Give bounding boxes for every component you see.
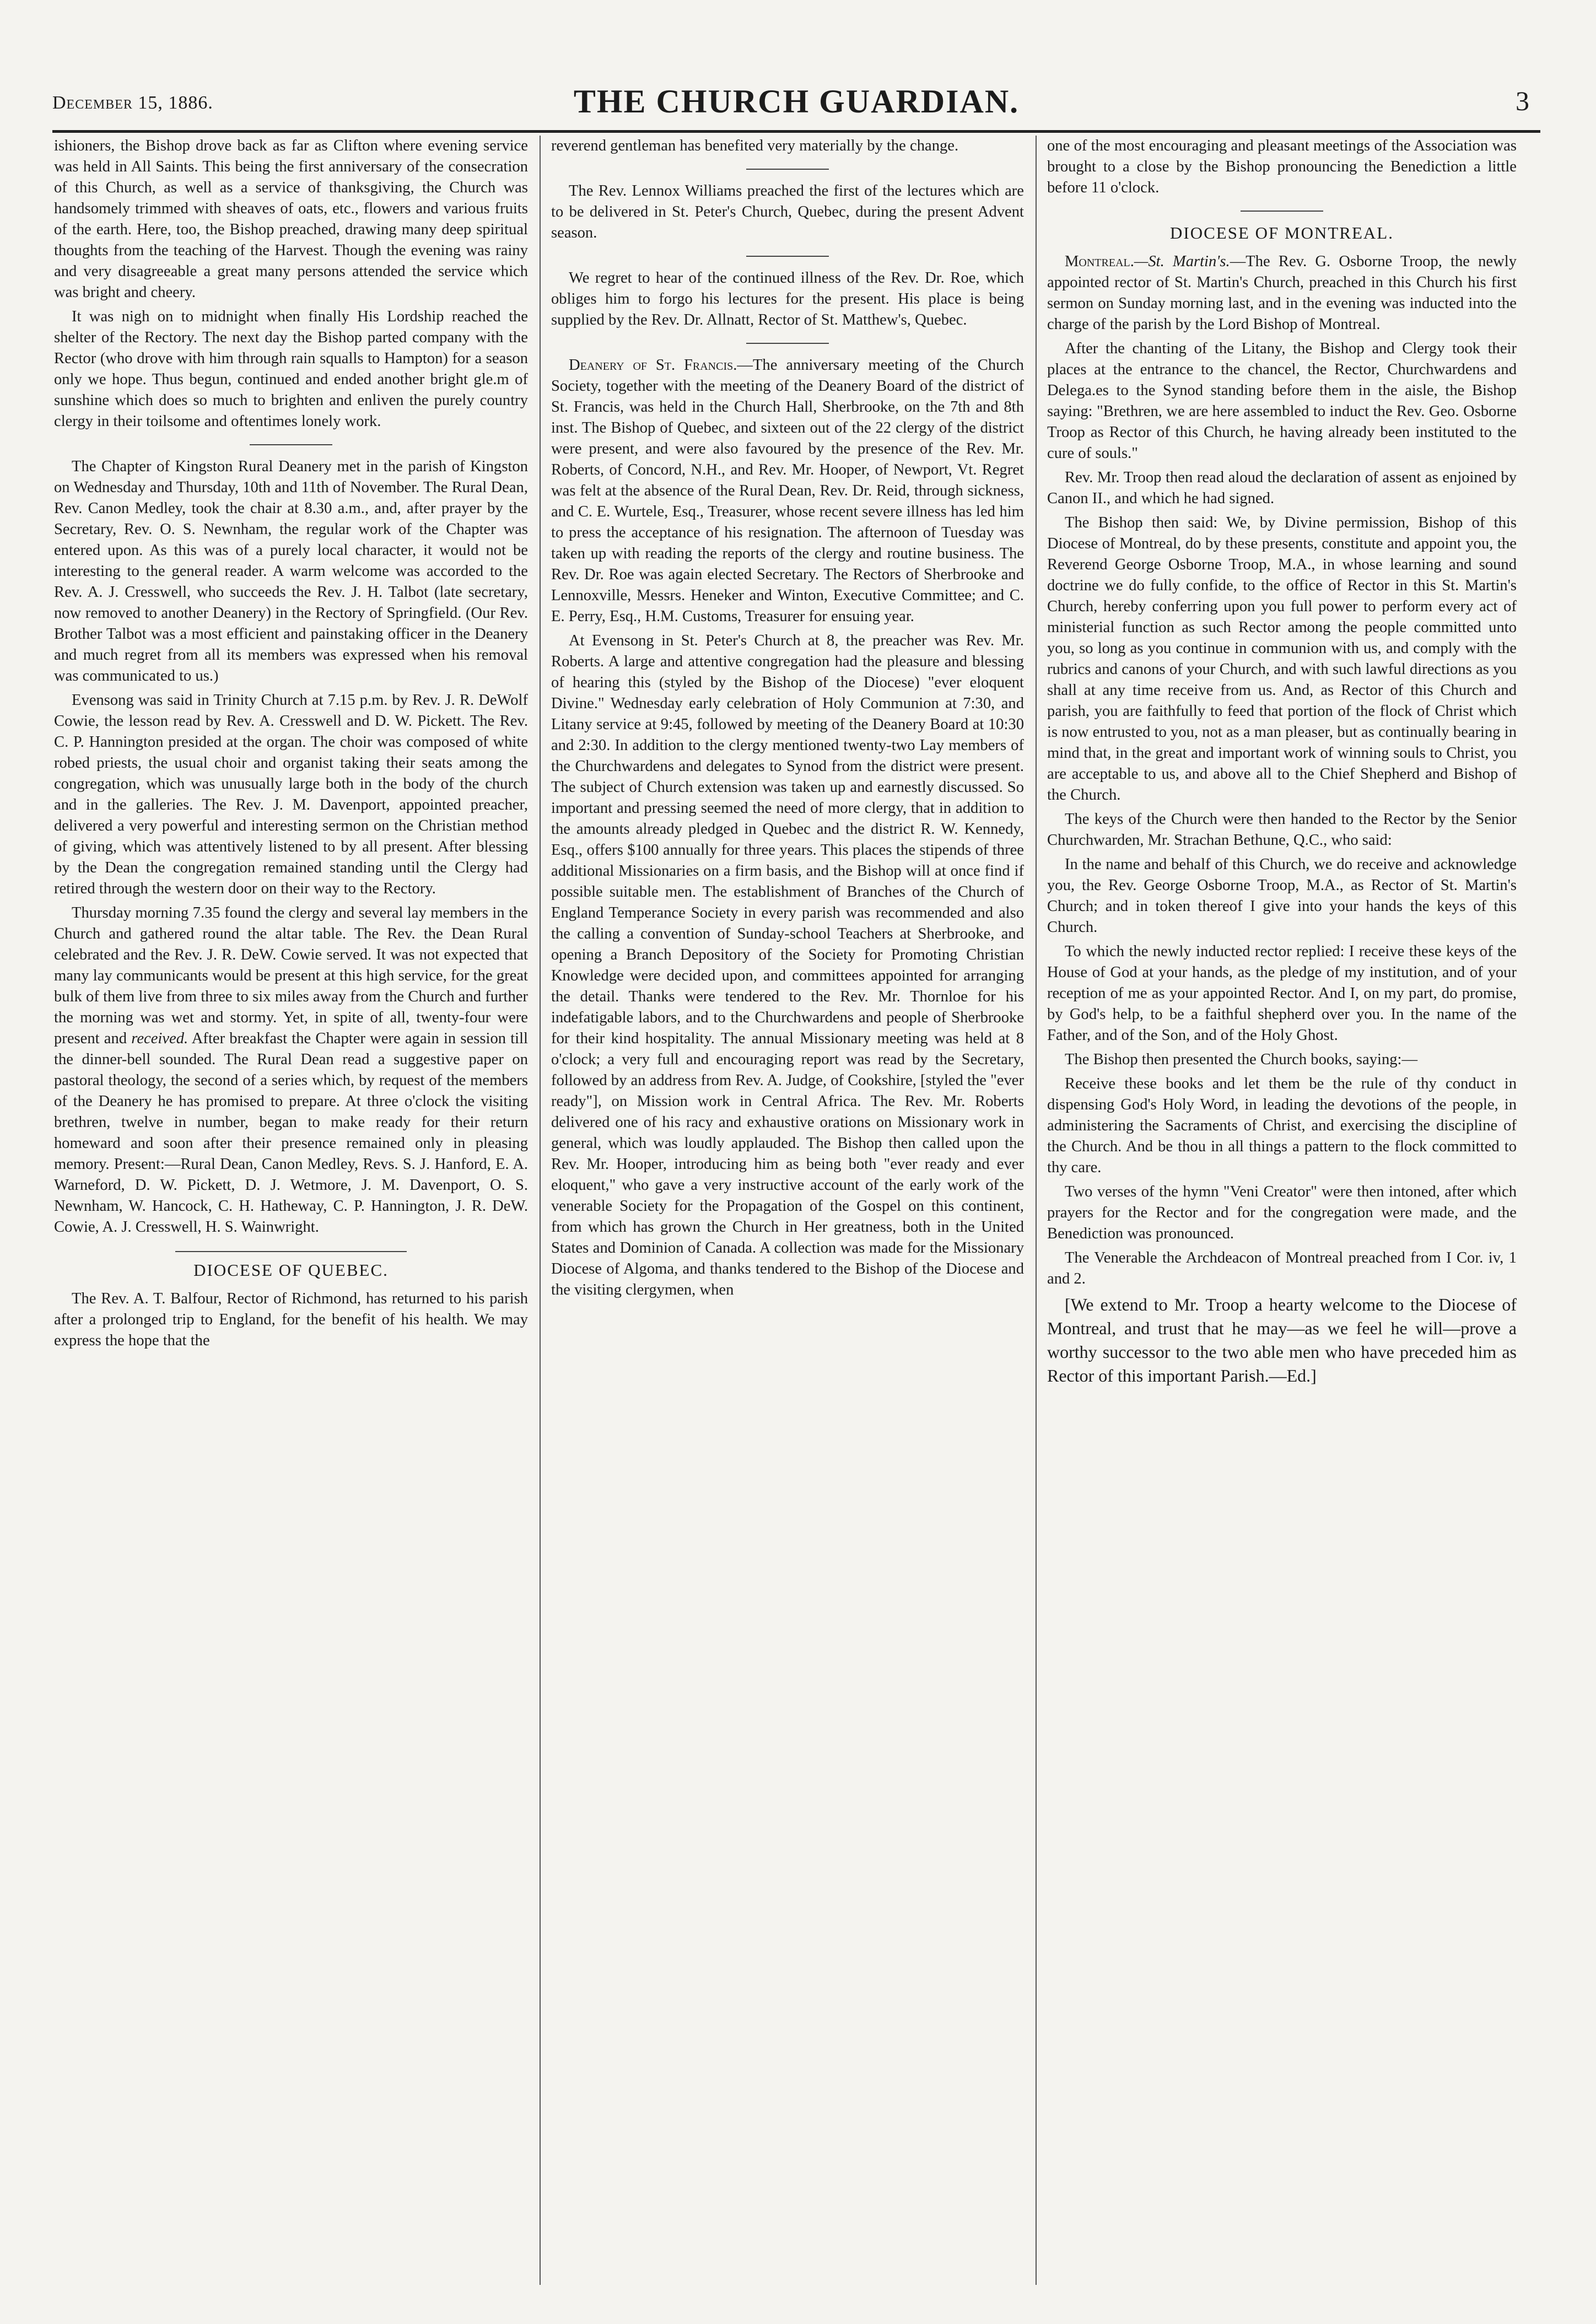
- paragraph: The Chapter of Kingston Rural Deanery met in the parish of Kingston on Wednesday and Thursday, 10th and 11th of November. The Rural Dean, Rev. Canon Medley, took the chair at 8.30 a.m., and, after prayer by the Secretary, Rev. O. S. Newnham, the regular work of the Chapter was entered upon. As this was of a purely local character, it would not be interesting to the general reader. A warm welcome was accorded to the Rev. A. J. Cresswell, who succeeds the Rev. J. H. Talbot (late secretary, now removed to another Deanery) in the Rectory of Springfield. (Our Rev. Brother Talbot was a most efficient and painstaking officer in the Deanery and much regret from all its members was expressed when his removal was communicated to us.): [54, 458, 528, 684]
- text-run: —The Rev. G. Osborne Troop, the newly appointed rector of St. Martin's Church, preached in this Church his first sermon on Sunday morning last, and in the evening was inducted into the charge of the parish by the Lord Bishop of Montreal.: [1047, 253, 1517, 333]
- paragraph: one of the most encouraging and pleasant meetings of the Association was brought to a close by the Bishop pronouncing the Benediction a little before 11 o'clock.: [1047, 137, 1517, 196]
- paragraph: [1047, 251, 1517, 335]
- section-rule: [746, 169, 829, 170]
- paragraph: Evensong was said in Trinity Church at 7.15 p.m. by Rev. J. R. DeWolf Cowie, the lesson read by Rev. A. Cresswell and D. W. Pickett. The Rev. C. P. Hannington presided at the organ. The choir was composed of white robed priests, the usual choir and organist taking their seats among the congregation, which was unusually large both in the body of the church and in the galleries. The Rev. J. M. Davenport, appointed preacher, delivered a very powerful and interesting sermon on the Christian method of giving, which was attentively listened to by all present. After blessing by the Dean the congregation remained standing until the Clergy had retired through the western door on their way to the Rectory.: [54, 692, 528, 897]
- paragraph: The Bishop then presented the Church books, saying:—: [1065, 1051, 1418, 1068]
- paragraph: In the name and behalf of this Church, we do receive and acknowledge you, the Rev. George Osborne Troop, M.A., as Rector of St. Martin's Church; and in token thereof I give into your hands the keys of this Church.: [1047, 856, 1517, 936]
- header-rule: [52, 130, 1540, 133]
- column-divider: [1036, 136, 1037, 2285]
- run-in-heading: Deanery of St. Francis.: [569, 357, 737, 374]
- section-rule: [1241, 211, 1323, 212]
- italic-text: received.: [131, 1030, 188, 1047]
- paragraph: The Rev. A. T. Balfour, Rector of Richmond, has returned to his parish after a prolonged trip to England, for the benefit of his health. We may express the hope that the: [54, 1290, 528, 1349]
- paragraph: reverend gentleman has benefited very materially by the change.: [551, 137, 959, 154]
- paragraph: Rev. Mr. Troop then read aloud the declaration of assent as enjoined by Canon II., and which he had signed.: [1047, 469, 1517, 507]
- column-3: [1047, 136, 1517, 2285]
- paragraph: After the chanting of the Litany, the Bishop and Clergy took their places at the entrance to the chancel, the Rector, Churchwardens and Delega.es to the Synod standing before them in the aisle, the Bishop saying: "Brethren, we are here assembled to induct the Rev. Geo. Osborne Troop as Rector of this Church, he having already been instituted to the cure of souls.": [1047, 340, 1517, 462]
- text-run: After breakfast the Chapter were again in session till the dinner-bell sounded. The Rural Dean read a suggestive paper on pastoral theology, the second of a series which, by request of the members of the Deanery he has promised to prepare. At three o'clock the visiting brethren, twelve in number, began to make ready for their return homeward and soon after their presence remained only in pleasing memory. Present:—Rural Dean, Canon Medley, Revs. S. J. Hanford, E. A. Warneford, D. W. Pickett, D. J. Wetmore, J. M. Davenport, O. S. Newnham, W. Hancock, C. H. Hatheway, C. P. Hannington, J. R. DeW. Cowie, A. J. Cresswell, H. S. Wainwright.: [54, 1030, 528, 1236]
- text-run: —The anniversary meeting of the Church Society, together with the meeting of the Deanery Board of the district of St. Francis, was held in the Church Hall, Sherbrooke, on the 7th and 8th inst. The Bishop of Quebec, and sixteen out of the 22 clergy of the district were present, and were also favoured by the presence of the Rev. Mr. Roberts, of Concord, N.H., and Rev. Mr. Hooper, of Newport, Vt. Regret was felt at the absence of the Rural Dean, Rev. Dr. Reid, through sickness, and C. E. Wurtele, Esq., Treasurer, whose recent severe illness has led him to press the acceptance of his resignation. The afternoon of Tuesday was taken up with reading the reports of the clergy and routine business. The Rev. Dr. Roe was again elected Secretary. The Rectors of Sherbrooke and Lennoxville, Messrs. Heneker and Winton, Executive Committee; and C. E. Perry, Esq., H.M. Customs, Treasurer for ensuing year.: [551, 357, 1024, 625]
- paragraph: The Rev. Lennox Williams preached the first of the lectures which are to be delivered in St. Peter's Church, Quebec, during the present Advent season.: [551, 182, 1024, 241]
- paragraph: To which the newly inducted rector replied: I receive these keys of the House of God at your hands, as the pledge of my institution, and of your reception of me as your appointed Rector. And I, on my part, do promise, by God's help, to be a faithful shepherd over you. In the name of the Father, and of the Son, and of the Holy Ghost.: [1047, 943, 1517, 1044]
- paragraph: Receive these books and let them be the rule of thy conduct in dispensing God's Holy Word, in leading the devotions of the people, in administering the Sacraments of Christ, and exercising the discipline of the Church. And be thou in all things a pattern to the flock committed to thy care.: [1047, 1075, 1517, 1176]
- masthead-title: THE CHURCH GUARDIAN.: [573, 83, 1020, 120]
- paragraph: The keys of the Church were then handed to the Rector by the Senior Churchwarden, Mr. Strachan Bethune, Q.C., who said:: [1047, 811, 1517, 849]
- section-rule: [250, 444, 332, 445]
- column-divider: [540, 136, 541, 2285]
- paragraph: ishioners, the Bishop drove back as far as Clifton where evening service was held in All Saints. This being the first anniversary of the consecration of this Church, as well as a service of thanksgiving, the Church was handsomely trimmed with sheaves of oats, etc., flowers and various fruits of the earth. Here, too, the Bishop preached, drawing many deep spiritual thoughts from the teaching of the Harvest. Though the evening was rainy and very disagreeable a great many persons attended the service which was bright and cheery.: [54, 137, 528, 301]
- run-in-heading: Montreal.: [1065, 253, 1134, 270]
- page-number: 3: [1516, 85, 1529, 116]
- column-2: [551, 136, 1024, 2285]
- text-run: Thursday morning 7.35 found the clergy and several lay members in the Church and gathered round the altar table. The Rev. the Dean Rural celebrated and the Rev. J. R. DeW. Cowie served. It was not expected that many lay communicants would be present at this high service, for the great bulk of them live from three to six miles away from the Church and further the morning was wet and stormy. Yet, in spite of all, twenty-four were present and: [54, 904, 528, 1047]
- section-heading-quebec: DIOCESE OF QUEBEC.: [193, 1260, 389, 1280]
- paragraph: Two verses of the hymn "Veni Creator" were then intoned, after which prayers for the Rector and for the congregation were made, and the Benediction was pronounced.: [1047, 1183, 1517, 1242]
- section-rule: [746, 343, 829, 344]
- paragraph: At Evensong in St. Peter's Church at 8, the preacher was Rev. Mr. Roberts. A large and attentive congregation had the pleasure and blessing of hearing this (styled by the Bishop of the Diocese) "ever eloquent Divine." Wednesday early celebration of Holy Communion at 7:30, and Litany service at 9:45, followed by meeting of the Deanery Board at 10:30 and 2:30. In addition to the clergy mentioned twenty-two Lay members of the Churchwardens and delegates to Synod from the district were present. The subject of Church extension was taken up and earnestly discussed. So important and pressing seemed the need of more clergy, that in addition to the amounts already pledged in Quebec and the district R. W. Kennedy, Esq., offers $100 annually for three years. This places the stipends of three additional Missionaries on a firm basis, and the Bishop will at once find if possible suitable men. The establishment of Branches of the Church of England Temperance Society in every parish was recommended and also the calling a convention of Sunday-school Teachers at Sherbrooke, and opening a Branch Depository of the Society for Promoting Christian Knowledge were decided upon, and committees appointed for arranging the detail. Thanks were tendered to the Rev. Mr. Thornloe for his indefatigable labors, and to the Churchwardens and people of Sherbrooke for their kind hospitality. The annual Missionary meeting was held at 8 o'clock; a very full and encouraging report was read by the Secretary, followed by an address from Rev. A. Judge, of Cookshire, [styled the "ever ready"], on Mission work in Central Africa. The Rev. Mr. Roberts delivered one of his racy and exhaustive orations on Missionary work in general, which was loudly applauded. The Bishop then called upon the Rev. Mr. Hooper, introducing him as being both "ever ready and ever eloquent," who gave a very instructive account of the early work of the venerable Society for the Propagation of the Gospel on this continent, from which has grown the Church in Her greatness, both in the United States and Dominion of Canada. A collection was made for the Missionary Diocese of Algoma, and thanks tendered to the Bishop of the Diocese and the visiting clergymen, when: [551, 632, 1024, 1298]
- paragraph: The Venerable the Archdeacon of Montreal preached from I Cor. iv, 1 and 2.: [1047, 1249, 1517, 1287]
- paragraph: It was nigh on to midnight when finally His Lordship reached the shelter of the Rectory. The next day the Bishop parted company with the Rector (who drove with him through rain squalls to Hampton) for a season only we hope. Thus begun, continued and ended another bright gle.m of sunshine which does so much to brighten and enliven the purely country clergy in their toilsome and oftentimes lonely work.: [54, 308, 528, 430]
- issue-date: December 15, 1886.: [52, 93, 213, 113]
- section-rule: [175, 1251, 407, 1252]
- paragraph: [551, 355, 1024, 627]
- italic-text: —St. Martin's.: [1134, 253, 1230, 270]
- paragraph: The Bishop then said: We, by Divine permission, Bishop of this Diocese of Montreal, do by these presents, constitute and appoint you, the Reverend George Osborne Troop, M.A., in whose learning and sound doctrine we do fully confide, to the office of Rector in this St. Martin's Church, hereby conferring upon you full power to perform every act of ministerial function as such Rector among the people committed unto you, so long as you continue in communion with us, and comply with the rubrics and canons of your Church, and with such lawful directions as you shall at any time receive from us. And, as Rector of this Church and parish, you are faithfully to feed that portion of the flock of Christ which is now entrusted to you, not as a man pleaser, but as continually bearing in mind that, in the great and important work of winning souls to Christ, you are acceptable to us, and above all to the Chief Shepherd and Bishop of the Church.: [1047, 514, 1517, 804]
- section-heading-montreal: DIOCESE OF MONTREAL.: [1170, 223, 1394, 242]
- section-rule: [746, 256, 829, 257]
- paragraph: We regret to hear of the continued illness of the Rev. Dr. Roe, which obliges him to forgo his lectures for the present. His place is being supplied by the Rev. Dr. Allnatt, Rector of St. Matthew's, Quebec.: [551, 269, 1024, 328]
- editor-note: [We extend to Mr. Troop a hearty welcome to the Diocese of Montreal, and trust that he may—as we feel he will—prove a worthy successor to the two able men who have preceded him as Rector of this important Parish.—Ed.]: [1047, 1295, 1517, 1385]
- page-header: [52, 83, 1540, 127]
- paragraph: [54, 903, 528, 1238]
- column-1: [54, 136, 528, 2285]
